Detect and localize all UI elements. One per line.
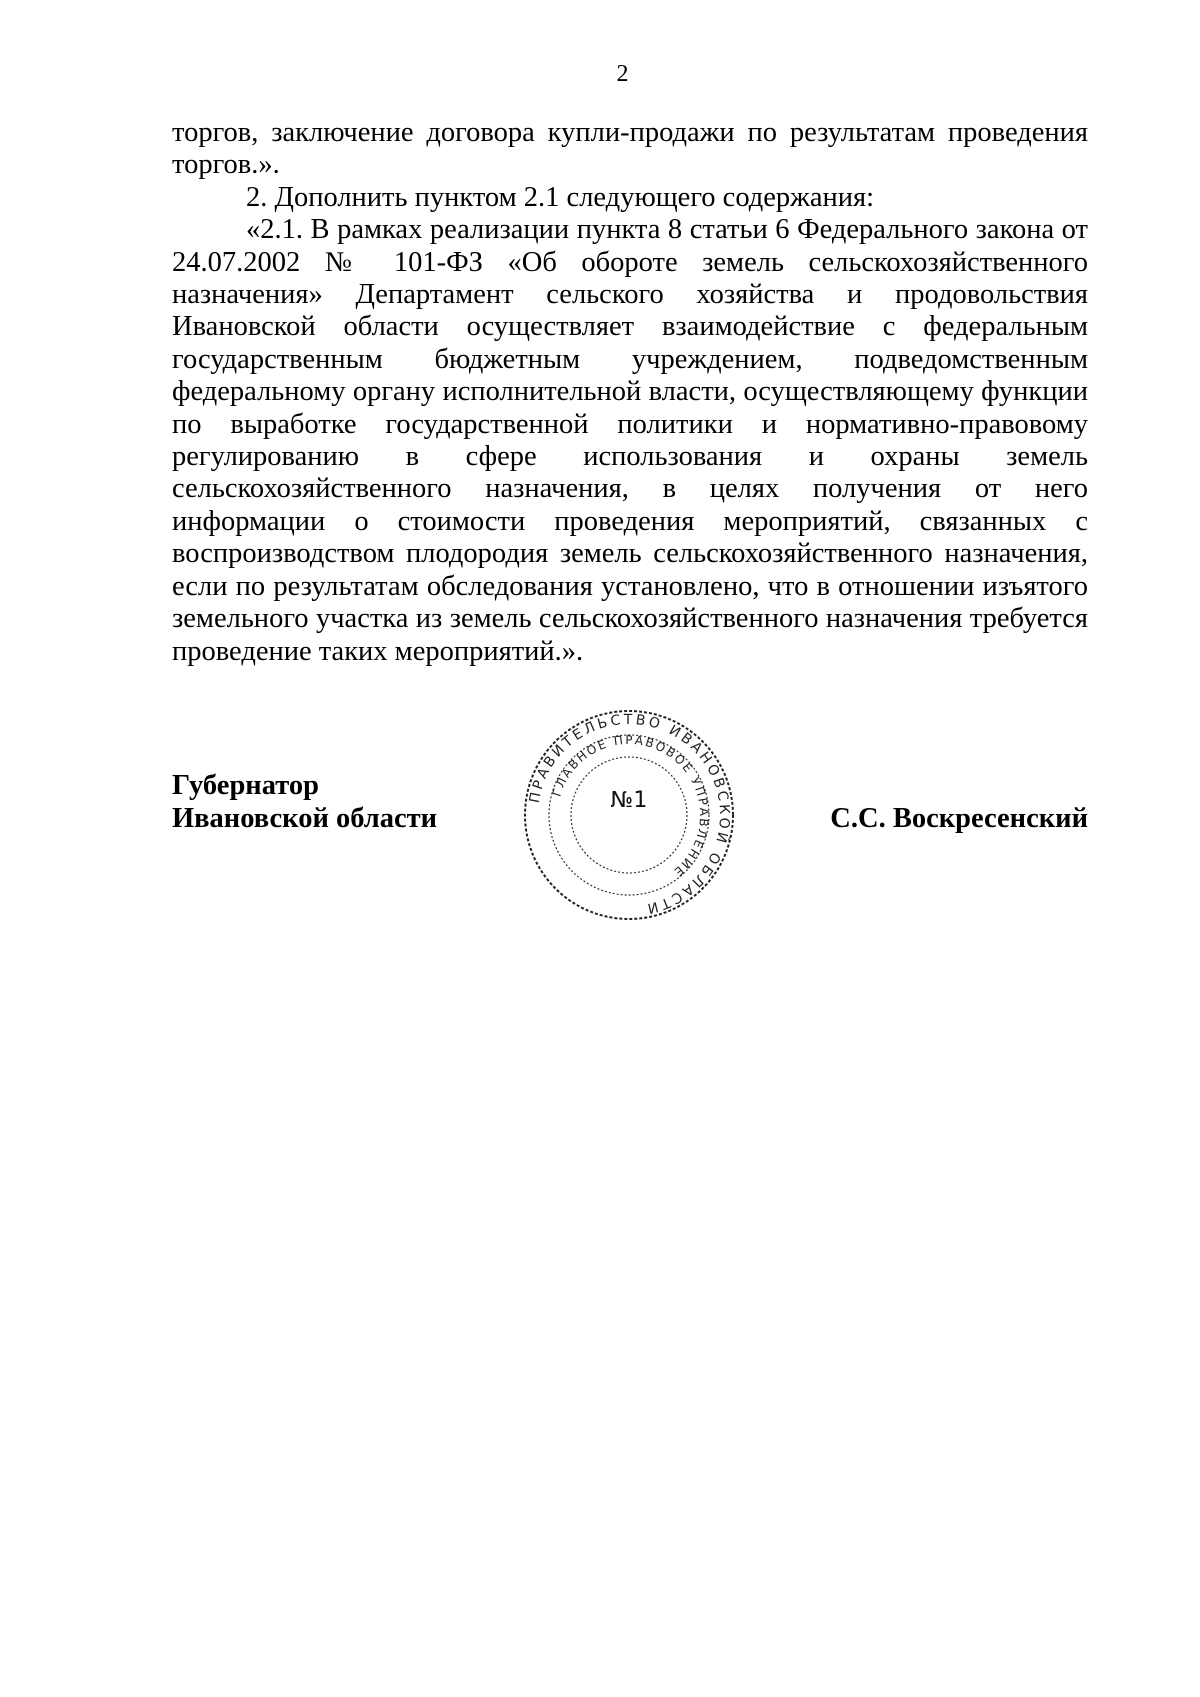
page-number: 2 [616, 61, 629, 87]
paragraph-item-2: 2. Дополнить пунктом 2.1 следующего содержания: [246, 181, 875, 213]
seal-outer-text: ПРАВИТЕЛЬСТВО ИВАНОВСКОЙ ОБЛАСТИ [526, 711, 733, 917]
seal-center-number: №1 [610, 788, 648, 813]
signatory-name: С.С. Воскресенский [830, 803, 1088, 834]
signatory-title [172, 769, 437, 835]
paragraph-item-2-1: «2.1. В рамках реализации пункта 8 статьи 6 Федерального закона от 24.07.2002 № 101-ФЗ «Об обороте земель сельскохозяйственного назначения» Департамент сельского хозяйства и продовольствия Ивановской области осуществляет взаимодействие с федеральным государственным бюджетным учреждением, подведомственным федеральному органу исполнительной власти, осуществляющему функции по выработке государственной политики и нормативно-правовому регулированию в сфере использования и охраны земель сельскохозяйственного назначения, в целях получения от него информации о стоимости проведения мероприятий, связанных с воспроизводством плодородия земель сельскохозяйственного назначения, если по результатам обследования установлено, что в отношении изъятого земельного участка из земель сельскохозяйственного назначения требуется проведение таких мероприятий.». [172, 214, 1088, 667]
paragraph-continuation: торгов, заключение договора купли-продажи по результатам проведения торгов.». [172, 117, 1088, 181]
signatory-title-line-1: Губернатор [172, 770, 319, 801]
official-seal [522, 708, 736, 922]
document-body [172, 117, 1088, 668]
seal-inner-text: ГЛАВНОЕ ПРАВОВОЕ УПРАВЛЕНИЕ [549, 732, 712, 881]
signatory-title-line-2: Ивановской области [172, 803, 438, 834]
